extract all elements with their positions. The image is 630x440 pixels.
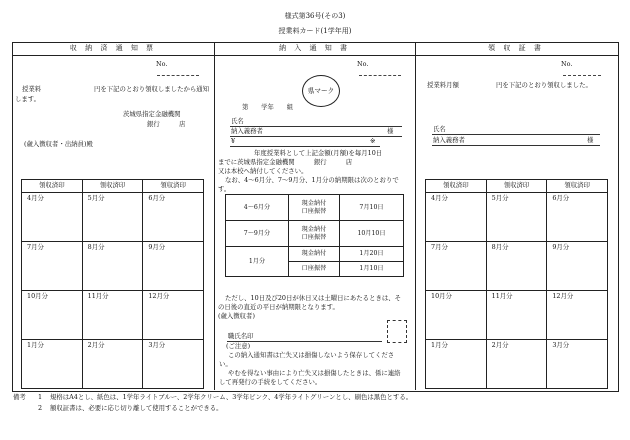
receipt-month-cell: 2月分 bbox=[82, 340, 143, 389]
receipt-month-cell: 7月分 bbox=[22, 242, 83, 291]
middle-guardian-line bbox=[230, 136, 402, 137]
yen-mark: ¥ bbox=[231, 137, 236, 145]
middle-body-1: 年度授業料として上記金額(月額)を毎月10日 bbox=[254, 149, 383, 157]
payment-schedule-table bbox=[225, 194, 404, 277]
receipt-month-cell: 12月分 bbox=[547, 291, 608, 340]
receipt-month-cell: 7月分 bbox=[426, 242, 487, 291]
middle-no-label: No. bbox=[357, 60, 369, 68]
schedule-method: 現金納付 bbox=[289, 247, 340, 262]
schedule-period: 4〜6月分 bbox=[226, 195, 289, 221]
schedule-period: 7〜9月分 bbox=[226, 221, 289, 247]
receipt-month-cell: 12月分 bbox=[143, 291, 204, 340]
collector-label: (歳入徴収者) bbox=[218, 312, 255, 320]
receipt-month-cell: 11月分 bbox=[486, 291, 547, 340]
middle-no-line bbox=[359, 75, 401, 76]
receipt-month-cell: 6月分 bbox=[547, 193, 608, 242]
left-recipient: (歳入徴収者・出納員)殿 bbox=[24, 140, 93, 148]
receipt-month-cell: 4月分 bbox=[426, 193, 487, 242]
left-bank-branch: 銀行 店 bbox=[147, 120, 186, 128]
left-fee-label: 授業料 bbox=[22, 85, 42, 93]
schedule-method: 現金納付 口座振替 bbox=[289, 195, 340, 221]
prefecture-mark: 県マーク bbox=[302, 75, 340, 107]
middle-guardian-label: 納入義務者 bbox=[231, 127, 263, 135]
schedule-method: 口座振替 bbox=[289, 262, 340, 277]
schedule-date: 7月10日 bbox=[340, 195, 404, 221]
middle-name-label: 氏名 bbox=[231, 117, 244, 125]
receipt-month-cell: 5月分 bbox=[82, 193, 143, 242]
receipt-month-cell: 10月分 bbox=[22, 291, 83, 340]
caution-3: やむを得ない事由により亡失又は損傷したときは、係に連絡 bbox=[228, 369, 401, 377]
seal-box bbox=[387, 320, 407, 343]
receipt-month-cell: 4月分 bbox=[22, 193, 83, 242]
grade-class-line: 第 学年 組 bbox=[242, 103, 294, 111]
left-fee-text-2: します。 bbox=[15, 95, 41, 103]
footer-note1-num: 1 bbox=[38, 393, 43, 401]
receipt-header-cell: 領収済印 bbox=[82, 180, 143, 193]
deadline-note-1: ただし、10日及び20日が休日又は土曜日にあたるときは、そ bbox=[225, 294, 402, 302]
receipt-month-cell: 9月分 bbox=[143, 242, 204, 291]
official-seal-label: 職氏名印 bbox=[228, 332, 254, 340]
schedule-period: 1月分 bbox=[226, 247, 289, 277]
right-panel-title: 領 収 証 書 bbox=[488, 44, 544, 52]
right-no-line bbox=[563, 75, 601, 76]
middle-body-3: 又は本校へ納付してください。 bbox=[218, 167, 308, 175]
left-fee-text: 円を下記のとおり領収しましたから通知 bbox=[94, 85, 210, 93]
left-no-label: No. bbox=[156, 60, 168, 68]
right-name-label: 氏名 bbox=[433, 125, 446, 133]
receipt-month-cell: 6月分 bbox=[143, 193, 204, 242]
right-guardian-line bbox=[432, 145, 600, 146]
receipt-month-cell: 2月分 bbox=[486, 340, 547, 389]
receipt-header-cell: 領収済印 bbox=[22, 180, 83, 193]
left-bank-name: 茨城県指定金融機関 bbox=[123, 110, 181, 118]
left-panel-title: 収 納 済 通 知 票 bbox=[69, 44, 157, 52]
middle-body-5: す。 bbox=[218, 185, 231, 193]
right-name-line bbox=[432, 134, 600, 135]
right-no-label: No. bbox=[561, 60, 573, 68]
footer-note-2: 額収証書は、必要に応じ切り離して使用することができる。 bbox=[50, 404, 223, 412]
middle-body-2: までに茨城県指定金融機関 銀行 店 bbox=[218, 158, 353, 166]
receipt-month-cell: 8月分 bbox=[82, 242, 143, 291]
schedule-date: 1月10日 bbox=[340, 262, 404, 277]
right-fee-label: 授業料月額 bbox=[427, 81, 459, 89]
receipt-header-cell: 領収済印 bbox=[486, 180, 547, 193]
receipt-month-cell: 9月分 bbox=[547, 242, 608, 291]
yen-line bbox=[230, 146, 380, 147]
receipt-month-cell: 10月分 bbox=[426, 291, 487, 340]
receipt-month-cell: 1月分 bbox=[426, 340, 487, 389]
schedule-method: 現金納付 口座振替 bbox=[289, 221, 340, 247]
right-guardian-suffix: 様 bbox=[587, 136, 594, 144]
receipt-month-cell: 5月分 bbox=[486, 193, 547, 242]
deadline-note-2: の日後の直近の平日が納期限となります。 bbox=[218, 303, 339, 311]
receipt-month-cell: 8月分 bbox=[486, 242, 547, 291]
middle-body-4: なお、4〜6月分、7〜9月分、1月分の納期限は次のとおりで bbox=[225, 176, 399, 184]
receipt-header-cell: 領収済印 bbox=[143, 180, 204, 193]
right-receipt-table bbox=[425, 179, 608, 389]
caution-title: (ご注意) bbox=[226, 342, 251, 350]
form-number: 様式第36号(その3) bbox=[284, 12, 346, 20]
receipt-month-cell: 11月分 bbox=[82, 291, 143, 340]
receipt-month-cell: 3月分 bbox=[547, 340, 608, 389]
caution-2: い。 bbox=[219, 360, 232, 368]
title-row-line bbox=[12, 55, 618, 56]
receipt-header-cell: 領収済印 bbox=[547, 180, 608, 193]
schedule-date: 10月10日 bbox=[340, 221, 404, 247]
middle-guardian-suffix: 様 bbox=[387, 127, 394, 135]
form-title: 授業料カード(1学年用) bbox=[278, 27, 352, 35]
footer-note2-num: 2 bbox=[38, 404, 43, 412]
caution-1: この納入通知書は亡失又は損傷しないよう保存してくださ bbox=[228, 351, 395, 359]
footer-note-label: 備考 bbox=[13, 393, 26, 401]
schedule-date: 1月20日 bbox=[340, 247, 404, 262]
receipt-header-cell: 領収済印 bbox=[426, 180, 487, 193]
left-receipt-table bbox=[21, 179, 204, 389]
receipt-month-cell: 1月分 bbox=[22, 340, 83, 389]
divider-left bbox=[214, 42, 215, 390]
caution-4: して再発行の手続をしてください。 bbox=[219, 378, 322, 386]
note-mark: ※ bbox=[370, 137, 376, 145]
footer-note-1: 規格はA4とし、紙色は、1学年ライトブルー、2学年クリーム、3学年ピンク、4学年ライトグリーンとし、刷色は黒色とする。 bbox=[50, 393, 413, 401]
right-fee-text: 円を下記のとおり領収しました。 bbox=[496, 81, 592, 89]
official-seal-line bbox=[227, 341, 382, 342]
divider-right bbox=[415, 42, 416, 390]
left-no-line bbox=[157, 75, 199, 76]
right-guardian-label: 納入義務者 bbox=[433, 136, 465, 144]
receipt-month-cell: 3月分 bbox=[143, 340, 204, 389]
middle-panel-title: 納 入 通 知 書 bbox=[279, 44, 350, 52]
